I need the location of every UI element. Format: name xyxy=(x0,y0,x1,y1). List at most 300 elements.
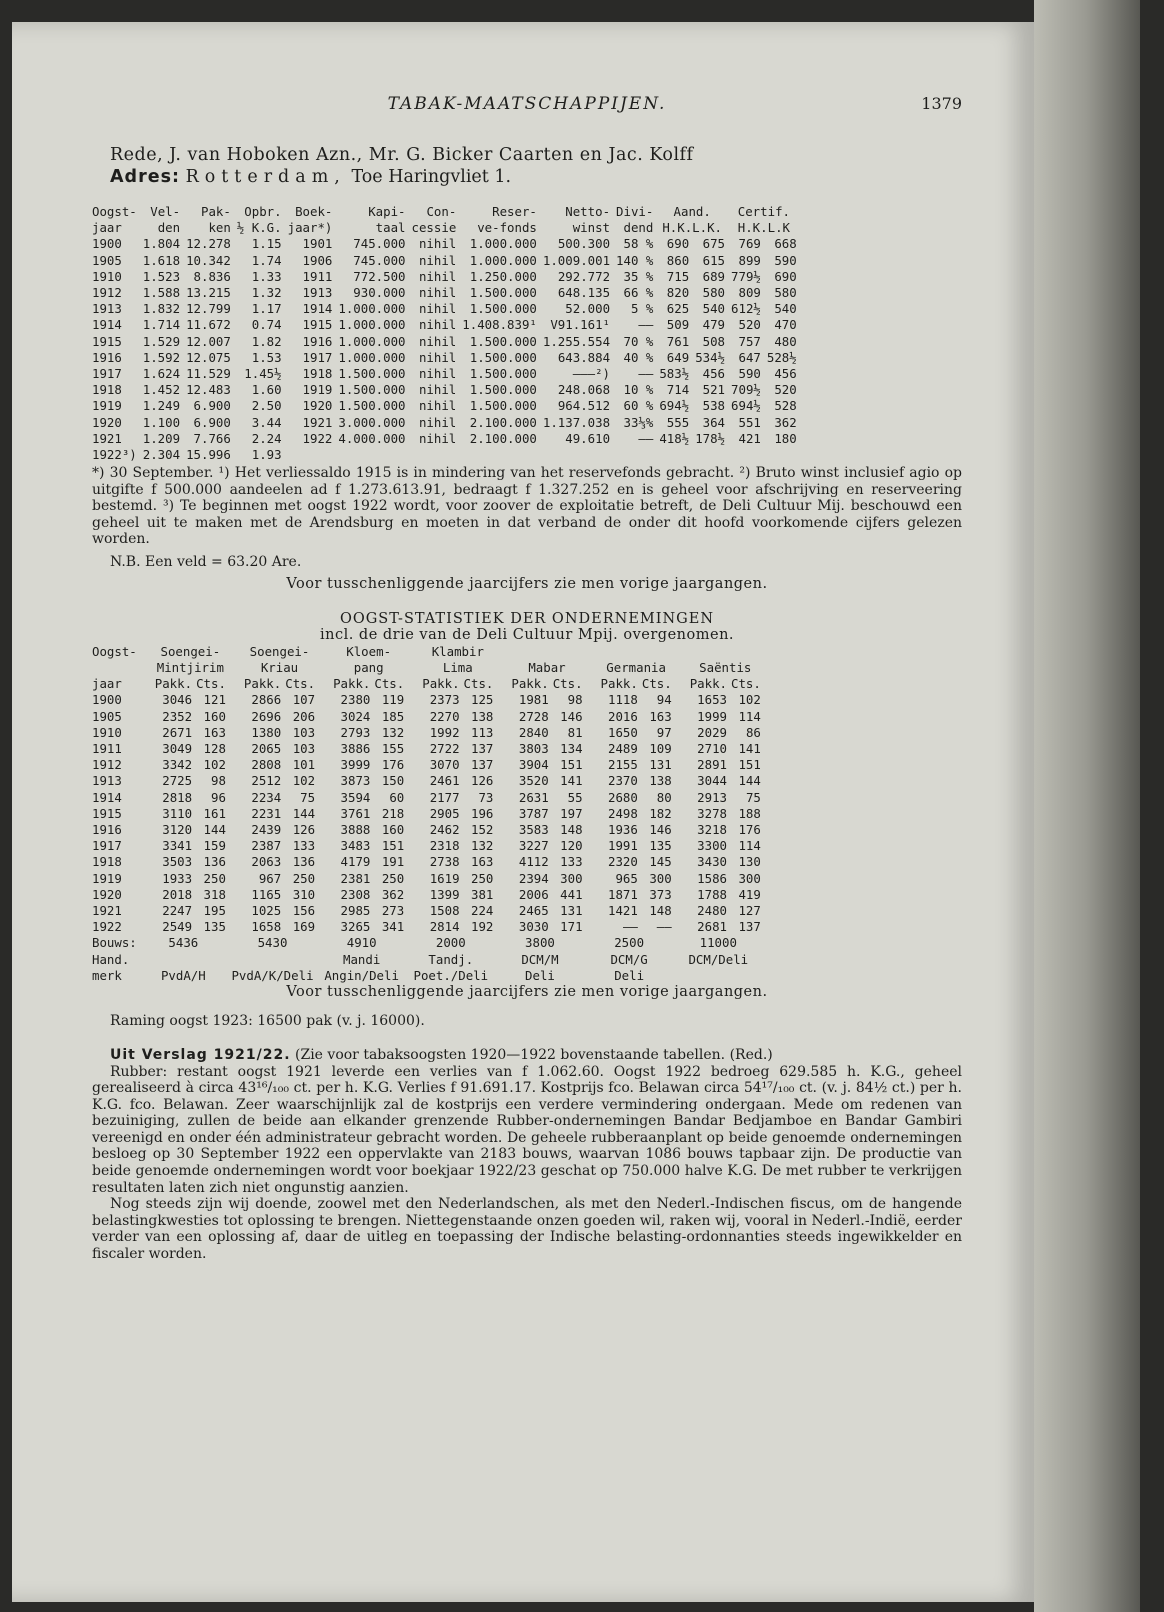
table-cell: 2465 xyxy=(518,903,549,918)
table-cell: 133 xyxy=(292,838,316,854)
table-cell: 150 xyxy=(381,773,405,789)
table-cell: 3503 xyxy=(162,854,193,870)
table-header-row xyxy=(92,220,803,236)
table-cell: 3342 xyxy=(162,757,193,773)
table-cell: 35 % xyxy=(623,268,654,284)
table-cell: 668 xyxy=(774,236,797,252)
table-cell: 250 xyxy=(471,870,494,886)
column-header: taal xyxy=(375,220,406,236)
table-cell: 195 xyxy=(203,903,226,918)
table-cell: 3049 xyxy=(162,740,193,756)
table-cell: 3483 xyxy=(340,838,371,854)
unit-header: Cts. xyxy=(374,676,405,692)
column-header: ken xyxy=(208,220,231,236)
table-cell: 151 xyxy=(381,838,405,854)
table-cell: 114 xyxy=(738,838,761,854)
table-row xyxy=(92,919,765,935)
table-cell: 820 xyxy=(666,285,690,301)
table-cell: 649 xyxy=(666,349,690,365)
merk-cell: PvdA/K/Deli xyxy=(231,967,314,983)
table-cell: 1508 xyxy=(429,903,460,918)
table-cell: 206 xyxy=(292,708,316,724)
table-cell: 138 xyxy=(649,773,672,789)
table-cell: 152 xyxy=(471,821,494,837)
table-cell: 58 % xyxy=(623,236,654,252)
company-header: Lima xyxy=(442,659,473,675)
table-cell: 171 xyxy=(560,919,583,935)
table-cell: 292.772 xyxy=(557,268,611,284)
table-cell: 1.000.000 xyxy=(338,349,406,365)
table-cell: 2985 xyxy=(340,903,371,918)
table-cell: 967 xyxy=(258,870,282,886)
merk-row xyxy=(92,968,765,984)
table-cell: 1.249 xyxy=(142,398,181,414)
column-header: Oogst- xyxy=(92,204,137,219)
table-cell: 3265 xyxy=(340,919,371,935)
table-cell: —— xyxy=(638,430,654,446)
table-row xyxy=(92,709,765,725)
table-cell: 8.836 xyxy=(193,268,231,284)
table-cell: 49.610 xyxy=(565,430,611,446)
table-row xyxy=(92,838,765,854)
table-cell: nihil xyxy=(418,301,457,317)
table-cell: 1.523 xyxy=(142,268,181,284)
unit-header: Cts. xyxy=(285,676,316,692)
table-cell: 2155 xyxy=(608,757,638,773)
table-cell: 757 xyxy=(738,333,761,349)
table-cell: 341 xyxy=(381,919,405,935)
table-cell: 52.000 xyxy=(565,301,611,317)
table-cell: 508 xyxy=(702,333,726,349)
table-cell: 3594 xyxy=(340,789,371,805)
table-cell: 500.300 xyxy=(557,236,611,252)
table-cell: 3278 xyxy=(697,805,728,821)
table-cell: 1918 xyxy=(92,382,122,398)
table-cell: 1421 xyxy=(608,903,638,918)
column-header: Reser- xyxy=(492,204,537,219)
table-cell: 2913 xyxy=(697,789,728,805)
table-row xyxy=(92,692,765,708)
company-header xyxy=(497,644,586,660)
table-cell: 1919 xyxy=(92,398,122,414)
address-street: Toe Haringvliet 1. xyxy=(351,167,512,187)
table-cell: 779½ xyxy=(731,268,761,284)
table-cell: 98 xyxy=(211,773,226,789)
table-cell: 113 xyxy=(471,724,494,740)
table-cell: 899 xyxy=(738,252,761,268)
table-cell: 160 xyxy=(203,708,226,724)
unit-header: Cts. xyxy=(463,676,494,692)
table-cell: nihil xyxy=(418,349,457,365)
stats-subtitle: incl. de drie van de Deli Cultuur Mpij. overgenomen. xyxy=(319,627,735,644)
table-cell: 761 xyxy=(666,333,690,349)
table-cell: 528 xyxy=(774,398,797,414)
table-row xyxy=(92,741,765,757)
table-cell: 421 xyxy=(738,430,761,446)
table-cell: 1025 xyxy=(251,903,282,918)
table-cell: 1.000.000 xyxy=(338,333,406,349)
table-cell: 70 % xyxy=(623,333,654,349)
table-cell: 1165 xyxy=(251,886,282,902)
column-header: dend xyxy=(623,220,654,236)
table-cell: 1.500.000 xyxy=(338,366,406,382)
table-cell: 101 xyxy=(292,757,316,773)
table-cell: 1586 xyxy=(697,870,728,886)
table-cell: 3120 xyxy=(162,821,193,837)
table-cell: 192 xyxy=(471,919,494,935)
table-cell: 1619 xyxy=(429,870,460,886)
column-header: Netto- xyxy=(565,204,611,219)
table-cell: 120 xyxy=(560,838,583,854)
table-cell: 159 xyxy=(203,838,226,854)
table-cell: 137 xyxy=(471,740,494,756)
table-cell: 1.624 xyxy=(142,366,181,382)
table-cell: 163 xyxy=(203,724,226,740)
unit-header: Cts. xyxy=(641,676,672,692)
table-cell: 456 xyxy=(774,366,797,382)
table-cell: 709½ xyxy=(731,382,761,398)
table-row xyxy=(92,334,803,350)
table-cell: 2722 xyxy=(429,740,460,756)
table-cell: 1.255.554 xyxy=(542,333,611,349)
table-cell: 1922 xyxy=(92,919,122,935)
table-cell: 3803 xyxy=(518,740,549,756)
table-cell: 580 xyxy=(702,285,726,301)
column-header: Aand. xyxy=(673,204,711,219)
hand-cell xyxy=(141,952,230,968)
table-cell: 1914 xyxy=(302,301,333,317)
merk-cell: Deli xyxy=(525,967,555,983)
table-cell: 2231 xyxy=(251,805,282,821)
table-row xyxy=(92,253,803,269)
table-cell: 647 xyxy=(738,349,761,365)
table-cell: 197 xyxy=(560,805,583,821)
table-cell: 1.53 xyxy=(251,349,282,365)
running-title: TABAK-MAATSCHAPPIJEN. xyxy=(387,94,667,114)
table-cell: 3044 xyxy=(697,773,728,789)
table-cell: nihil xyxy=(418,285,457,301)
table-cell: 1918 xyxy=(92,854,122,870)
table-cell: 1999 xyxy=(697,708,728,724)
table-cell: 612½ xyxy=(731,301,761,317)
table-cell: 1871 xyxy=(608,886,638,902)
table-cell: 176 xyxy=(738,821,761,837)
table-cell: 2.24 xyxy=(251,430,282,446)
table-row xyxy=(92,725,765,741)
table-cell: 114 xyxy=(738,708,761,724)
table-cell: 555 xyxy=(666,414,690,430)
hand-row xyxy=(92,952,765,968)
table-cell: V91.161¹ xyxy=(550,317,611,333)
table-cell: 540 xyxy=(702,301,726,317)
unit-header: Cts. xyxy=(196,676,226,692)
company-header: Soengei- xyxy=(249,643,310,659)
table-cell: 1.500.000 xyxy=(338,398,406,414)
table-cell: 965 xyxy=(615,870,638,886)
table-cell: 2016 xyxy=(608,708,638,724)
page-content xyxy=(92,92,962,1263)
table-cell: 2840 xyxy=(518,724,549,740)
table-cell: 109 xyxy=(649,740,672,756)
table-cell: 1.15 xyxy=(251,236,282,252)
unit-header: Cts. xyxy=(552,676,583,692)
bouws-cell: 5430 xyxy=(257,935,288,951)
table-cell: 137 xyxy=(471,757,494,773)
table-cell: 1917 xyxy=(302,349,333,365)
table-cell: 318 xyxy=(203,886,226,902)
table-cell: 3341 xyxy=(162,838,193,854)
table-cell: 2320 xyxy=(608,854,638,870)
table-cell: 580 xyxy=(774,285,797,301)
table-cell: 4112 xyxy=(518,854,549,870)
footnotes: *) 30 September. ¹) Het verliessaldo 1915 is in mindering van het reservefonds gebracht. ²) Bruto winst inclusief agio op uitgifte f 500.000 aandeelen ad f 1.273.613.91, bedraagt f 1.327.252 en is geheel voor afschrijving en reserveering bestemd. ³) Te beginnen met oogst 1922 wordt, voor zoover de exploitatie betreft, de Deli Cultuur Mij. beschouwd een geheel uit te maken met de Arendsburg en moeten in dat verband de onder dit hoofd voorkomende cijfers gelezen worden. xyxy=(92,465,962,548)
column-header: den xyxy=(157,220,181,236)
table-cell: 2808 xyxy=(251,757,282,773)
table-cell: 2738 xyxy=(429,854,460,870)
table-cell: 13.215 xyxy=(186,285,231,301)
table-cell: 146 xyxy=(649,821,672,837)
table-cell: 1.000.000 xyxy=(469,236,537,252)
company-header: Mabar xyxy=(528,659,566,675)
table-row xyxy=(92,398,803,414)
table-cell: 1906 xyxy=(302,252,333,268)
table-cell: —— xyxy=(638,317,654,333)
table-cell: 1912 xyxy=(92,757,122,773)
unit-header: Cts. xyxy=(731,676,761,692)
table-cell: 2793 xyxy=(340,724,371,740)
table-cell: 1.60 xyxy=(251,382,282,398)
table-cell: 2.50 xyxy=(251,398,282,414)
table-cell: 178½ xyxy=(695,430,726,446)
table-cell: 2461 xyxy=(429,773,460,789)
table-row xyxy=(92,887,765,903)
table-cell: 1.832 xyxy=(142,301,181,317)
table-cell: 2725 xyxy=(162,773,193,789)
report-paragraph: Rubber: restant oogst 1921 leverde een verlies van f 1.062.60. Oogst 1922 bedroeg 629.585 h. K.G., geheel gerealiseerd à circa 43¹⁶/₁₀₀ ct. per h. K.G. Verlies f 91.691.17. Kostprijs fco. Belawan circa 54¹⁷/₁₀₀ ct. (v. j. 84½ ct.) per h. K.G. fco. Belawan. Zeer waarschijnlijk zal de kostprijs een verdere vermindering ondergaan. Mede om redenen van bezuiniging, zullen de beide aan elkander grenzende Rubber-ondernemingen Bandar Bedjamboe en Bandar Gambiri vereenigd en onder één administrateur gebracht worden. De geheele rubberaanplant op beide genoemde ondernemingen besloeg op 30 September 1922 een oppervlakte van 2183 bouws, waarvan 1086 bouws tapbaar zijn. De productie van beide genoemde ondernemingen wordt voor boekjaar 1922/23 geschat op 750.000 halve K.G. De met rubber te verkrijgen resultaten laten zich niet ongunstig aanzien. xyxy=(92,1063,962,1196)
table-row xyxy=(92,854,765,870)
stats-unit-row xyxy=(92,676,765,692)
table-cell: 80 xyxy=(656,789,672,805)
column-header: jaar xyxy=(92,220,122,236)
table-cell xyxy=(695,447,731,463)
table-cell: 479 xyxy=(702,317,726,333)
column-header: H.K.L.K xyxy=(737,220,790,236)
table-cell: 4.000.000 xyxy=(338,430,406,446)
table-cell: 1916 xyxy=(302,333,333,349)
table-cell: 121 xyxy=(203,692,226,708)
column-header: cessie xyxy=(411,220,457,236)
unit-header: Pakk. xyxy=(689,676,728,692)
table-cell: 2696 xyxy=(251,708,282,724)
company-header xyxy=(676,644,765,660)
table-cell: 2439 xyxy=(251,821,282,837)
table-cell: 141 xyxy=(560,773,583,789)
table-cell: 1914 xyxy=(92,317,122,333)
table-cell: —— xyxy=(622,919,638,935)
table-row xyxy=(92,903,765,919)
company-header: Soengei- xyxy=(160,643,221,659)
column-header: winst xyxy=(572,220,611,236)
table-cell: nihil xyxy=(418,382,457,398)
table-cell: 1.74 xyxy=(251,252,282,268)
column-header: Con- xyxy=(426,204,457,219)
table-cell: 2905 xyxy=(429,805,460,821)
see-previous-note: Voor tusschenliggende jaarcijfers zie men vorige jaargangen. xyxy=(286,576,768,593)
report-paragraph: Nog steeds zijn wij doende, zoowel met den Nederlandschen, als met den Nederl.-Indischen fiscus, om de hangende belastingkwesties tot oplossing te brengen. Niettegenstaande onzen goeden wil, raken wij, vooral in Nederl.-Indië, eerder verder van een oplossing af, daar de uitleg en toepassing der Indische belasting-ordonnanties steeds ingewikkelder en fiscaler worden. xyxy=(92,1196,962,1263)
table-cell: 1.804 xyxy=(142,236,181,252)
table-cell: 1919 xyxy=(92,870,122,886)
table-cell: 12.799 xyxy=(186,301,231,317)
column-header: Boek- xyxy=(295,204,333,219)
table-cell xyxy=(462,447,543,463)
merk-cell: Angin/Deli xyxy=(324,967,399,983)
table-cell: 2680 xyxy=(608,789,638,805)
table-cell: 144 xyxy=(203,821,226,837)
table-cell xyxy=(731,447,767,463)
column-header: Vel- xyxy=(150,204,181,219)
table-cell: 1933 xyxy=(162,870,193,886)
table-row xyxy=(92,806,765,822)
table-cell xyxy=(288,447,339,463)
table-cell: 0.74 xyxy=(251,317,282,333)
table-cell: 509 xyxy=(666,317,690,333)
table-cell: 480 xyxy=(774,333,797,349)
table-cell: 1992 xyxy=(429,724,460,740)
table-cell: 1.000.000 xyxy=(338,301,406,317)
table-cell: 127 xyxy=(738,903,761,918)
table-cell: 1919 xyxy=(302,382,333,398)
merk-cell: Deli xyxy=(614,967,645,983)
directors-line: Rede, J. van Hoboken Azn., Mr. G. Bicker Caarten en Jac. Kolff xyxy=(110,145,694,165)
table-cell: 2498 xyxy=(608,805,638,821)
table-cell: 144 xyxy=(292,805,316,821)
merk-cell: merk xyxy=(92,967,122,983)
table-cell: 160 xyxy=(381,821,405,837)
table-cell: 40 % xyxy=(623,349,654,365)
bouws-cell: 4910 xyxy=(346,935,377,951)
table-cell: 126 xyxy=(292,821,316,837)
table-cell: 137 xyxy=(738,919,761,935)
column-header: Certif. xyxy=(737,204,790,219)
table-cell: 1.137.038 xyxy=(542,414,611,430)
table-cell: 590 xyxy=(738,366,761,382)
table-cell: 1911 xyxy=(92,740,122,756)
table-cell: 1922 xyxy=(302,430,333,446)
table-cell: 1653 xyxy=(697,692,728,708)
column-header: Oogst- xyxy=(92,643,137,659)
table-cell: 10 % xyxy=(623,382,654,398)
table-cell: 151 xyxy=(738,757,761,773)
table-cell xyxy=(659,447,695,463)
table-cell: 169 xyxy=(292,919,316,935)
table-cell: 590 xyxy=(774,252,797,268)
table-cell: 3218 xyxy=(697,821,728,837)
table-cell: 1915 xyxy=(92,333,122,349)
table-cell: 224 xyxy=(471,903,494,918)
table-cell: 809 xyxy=(738,285,761,301)
table-cell: 3886 xyxy=(340,740,371,756)
table-cell: 3888 xyxy=(340,821,371,837)
table-cell: 3999 xyxy=(340,757,371,773)
table-cell: 1917 xyxy=(92,366,122,382)
table-cell: 146 xyxy=(560,708,583,724)
company-header: Kloem- xyxy=(346,643,392,659)
table-cell: 102 xyxy=(203,757,226,773)
table-cell: 1901 xyxy=(302,236,333,252)
table-cell: 2.100.000 xyxy=(469,414,537,430)
table-cell: 2728 xyxy=(518,708,549,724)
table-cell: 5 % xyxy=(630,301,654,317)
table-cell: 1658 xyxy=(251,919,282,935)
table-cell: 273 xyxy=(381,903,405,918)
table-cell: 126 xyxy=(471,773,494,789)
table-cell: 643.884 xyxy=(557,349,611,365)
table-cell: nihil xyxy=(418,414,457,430)
table-cell: 81 xyxy=(567,724,583,740)
table-cell: 75 xyxy=(745,789,761,805)
column-header: Pak- xyxy=(201,204,231,219)
table-row xyxy=(92,301,803,317)
table-cell: 3024 xyxy=(340,708,371,724)
table-row xyxy=(92,269,803,285)
table-cell: 373 xyxy=(649,886,672,902)
table-cell: 12.075 xyxy=(186,349,231,365)
table-cell: 1788 xyxy=(697,886,728,902)
table-cell: 675 xyxy=(702,236,726,252)
table-cell xyxy=(543,447,616,463)
table-cell: 1.500.000 xyxy=(469,366,537,382)
table-cell: 2489 xyxy=(608,740,638,756)
table-cell: 1913 xyxy=(302,285,333,301)
table-cell: 1399 xyxy=(429,886,460,902)
table-cell: 419 xyxy=(738,886,761,902)
table-cell: 2006 xyxy=(518,886,549,902)
table-cell: 745.000 xyxy=(353,252,406,268)
column-header xyxy=(92,660,141,676)
table-cell: 1916 xyxy=(92,821,122,837)
table-cell: 1.17 xyxy=(251,301,282,317)
table-cell: 1915 xyxy=(92,805,122,821)
table-cell: 12.007 xyxy=(186,333,231,349)
table-cell: 2308 xyxy=(340,886,371,902)
table-cell: 12.483 xyxy=(186,382,231,398)
table-row xyxy=(92,790,765,806)
table-cell: 10.342 xyxy=(186,252,231,268)
table-cell: 534½ xyxy=(695,349,726,365)
table-cell: 75 xyxy=(300,789,316,805)
table-cell: 140 % xyxy=(616,252,654,268)
table-row xyxy=(92,757,765,773)
table-cell: 1913 xyxy=(92,773,122,789)
table-cell: 1.618 xyxy=(142,252,181,268)
table-cell: ———²) xyxy=(572,366,611,382)
table-cell: 1.000.000 xyxy=(338,317,406,333)
table-cell: 3904 xyxy=(518,757,549,773)
report-heading-note: (Zie voor tabaksoogsten 1920—1922 bovenstaande tabellen. (Red.) xyxy=(295,1047,773,1064)
table-cell: 6.900 xyxy=(193,398,231,414)
column-header: ve-fonds xyxy=(477,220,537,236)
table-cell: 2270 xyxy=(429,708,460,724)
table-cell: nihil xyxy=(418,398,457,414)
address-line xyxy=(110,166,962,188)
table-cell: 128 xyxy=(203,740,226,756)
table-cell: 250 xyxy=(203,870,226,886)
table-cell: nihil xyxy=(418,268,457,284)
table-cell: 156 xyxy=(292,903,316,918)
table-cell: 625 xyxy=(666,301,690,317)
table-cell: 1.452 xyxy=(142,382,181,398)
table-cell: 583½ xyxy=(659,366,690,382)
